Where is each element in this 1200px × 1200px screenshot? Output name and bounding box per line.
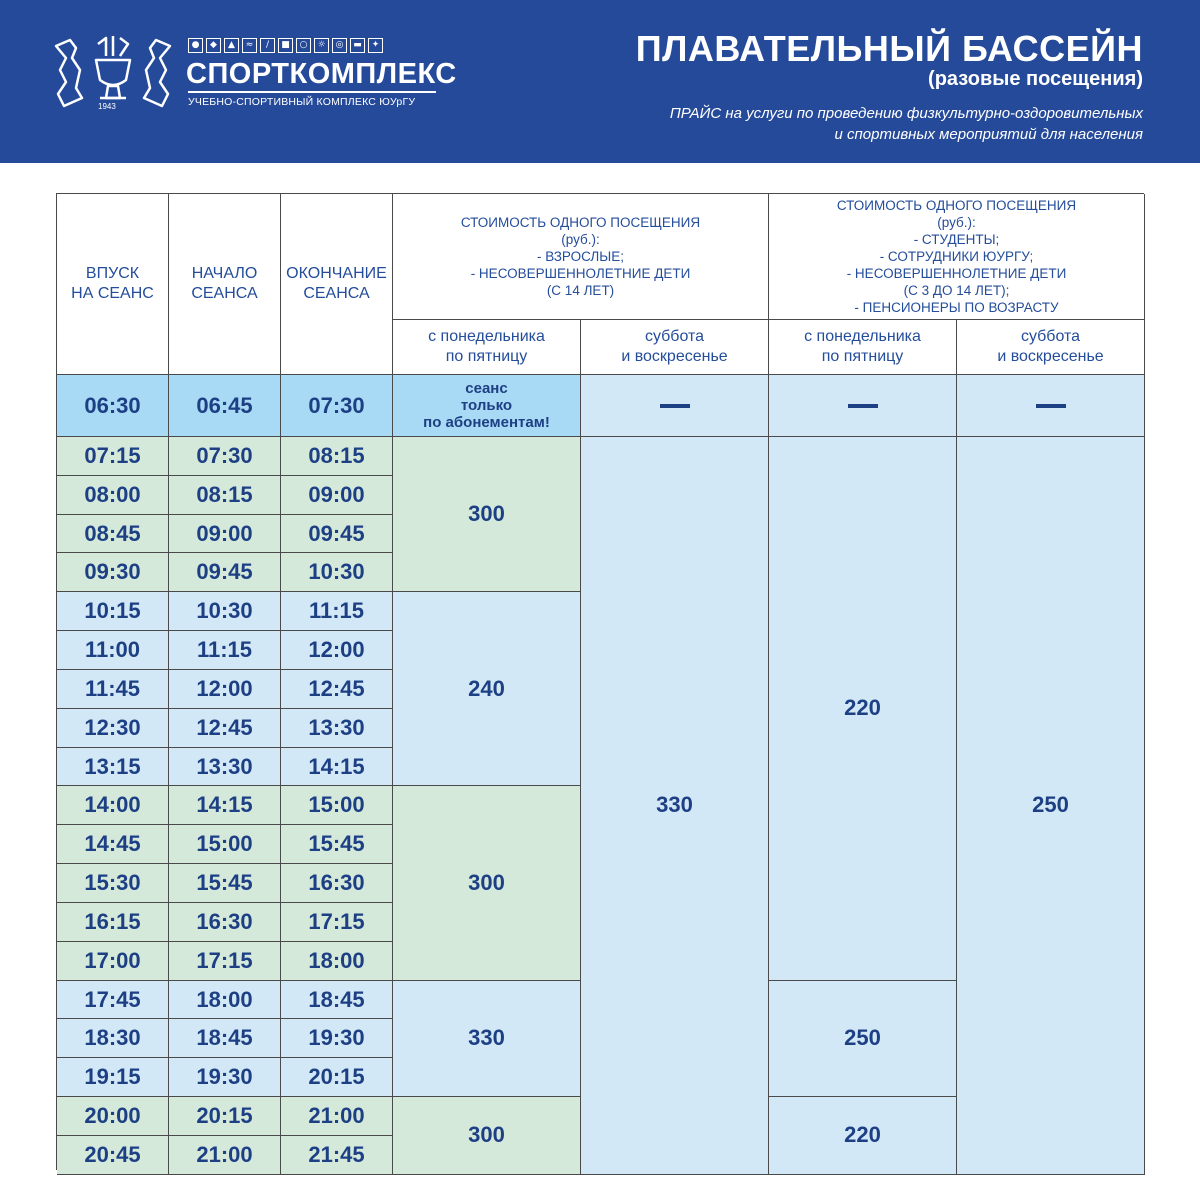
time-start: 12:45 (196, 714, 253, 740)
time-cell-start (169, 1058, 281, 1097)
price-adults-weekday (393, 592, 581, 786)
time-cell-entry (57, 375, 169, 437)
header-group-students (769, 194, 1145, 320)
time-cell-end (281, 903, 393, 942)
time-cell-entry (57, 786, 169, 825)
time-start: 10:30 (196, 598, 253, 624)
time-entry: 06:30 (84, 392, 141, 418)
time-cell-end (281, 786, 393, 825)
time-cell-end (281, 1097, 393, 1136)
time-entry: 09:30 (84, 559, 141, 585)
time-end: 12:45 (308, 675, 365, 701)
group-adults-text-line: (С 14 ЛЕТ) (546, 283, 615, 298)
time-cell-start (169, 1019, 281, 1058)
time-cell-start (169, 748, 281, 787)
page-title: ПЛАВАТЕЛЬНЫЙ БАССЕЙН (635, 28, 1143, 69)
time-cell-entry (57, 1136, 169, 1175)
sport-icons-row (188, 38, 383, 53)
time-cell-end (281, 553, 393, 592)
time-cell-start (169, 825, 281, 864)
time-entry: 18:30 (84, 1025, 141, 1051)
price-students-weekday (769, 1097, 957, 1175)
group-adults-text-line: СТОИМОСТЬ ОДНОГО ПОСЕЩЕНИЯ (460, 215, 701, 230)
time-start: 20:15 (196, 1102, 253, 1128)
header-entry-text-line: НА СЕАНС (71, 285, 154, 302)
g1-weekend-text (621, 327, 727, 367)
time-cell-end (281, 1136, 393, 1175)
time-end: 08:15 (308, 442, 365, 468)
logo-divider (188, 91, 436, 93)
header-start-text-line: НАЧАЛО (191, 265, 258, 282)
time-cell-end (281, 670, 393, 709)
price-value: 220 (844, 695, 881, 721)
time-entry: 07:15 (84, 442, 141, 468)
time-cell-entry (57, 903, 169, 942)
price-value: 300 (468, 870, 505, 896)
time-start: 13:30 (196, 753, 253, 779)
time-end: 21:45 (308, 1141, 365, 1167)
time-cell-entry (57, 437, 169, 476)
time-cell-start (169, 864, 281, 903)
no-price-cell (769, 375, 957, 437)
time-cell-end (281, 515, 393, 554)
time-end: 11:15 (308, 598, 365, 624)
subscription-only-note (393, 375, 581, 437)
g2-weekend-text (997, 327, 1103, 367)
header-g1-weekend (581, 320, 769, 375)
time-start: 08:15 (196, 481, 253, 507)
group-students-text (837, 197, 1076, 316)
group-students-text-line: - НЕСОВЕРШЕННОЛЕТНИЕ ДЕТИ (846, 266, 1067, 281)
group-adults-text-line: - НЕСОВЕРШЕННОЛЕТНИЕ ДЕТИ (470, 266, 691, 281)
time-end: 07:30 (308, 392, 365, 418)
time-cell-end (281, 981, 393, 1020)
time-start: 09:45 (196, 559, 253, 585)
time-start: 15:45 (196, 870, 253, 896)
group-students-text-line: - СТУДЕНТЫ; (913, 232, 1000, 247)
sun-icon: ☼ (314, 38, 329, 53)
g1-weekday-text-line: по пятницу (445, 348, 528, 365)
time-cell-start (169, 437, 281, 476)
price-adults-weekday (393, 437, 581, 592)
price-value: 330 (656, 792, 693, 818)
running-icon: ▲ (224, 38, 239, 53)
time-start: 17:15 (196, 947, 253, 973)
description-line-2: и спортивных мероприятий для населения (834, 126, 1143, 143)
time-start: 19:30 (196, 1064, 253, 1090)
football-icon: ◎ (332, 38, 347, 53)
time-end: 15:00 (308, 792, 365, 818)
time-cell-start (169, 1097, 281, 1136)
badminton-icon: ✦ (368, 38, 383, 53)
price-students-weekday (769, 981, 957, 1097)
hockey-icon: ▬ (350, 38, 365, 53)
no-price-cell (957, 375, 1145, 437)
note-text (423, 380, 550, 431)
time-cell-start (169, 375, 281, 437)
time-cell-start (169, 631, 281, 670)
time-entry: 08:45 (84, 520, 141, 546)
price-value: 240 (468, 675, 505, 701)
time-cell-entry (57, 942, 169, 981)
time-cell-end (281, 476, 393, 515)
note-text-line: только (460, 397, 513, 414)
time-start: 11:15 (196, 637, 253, 663)
time-end: 17:15 (308, 908, 365, 934)
time-end: 21:00 (308, 1102, 365, 1128)
price-value: 220 (844, 1122, 881, 1148)
time-entry: 11:00 (84, 637, 141, 663)
header-end-text (286, 264, 387, 304)
time-cell-entry (57, 592, 169, 631)
price-students-weekend (957, 437, 1145, 1175)
time-end: 10:30 (308, 559, 365, 585)
volleyball-icon: ● (188, 38, 203, 53)
time-entry: 12:30 (84, 714, 141, 740)
time-end: 09:45 (308, 520, 365, 546)
header-g2-weekend (957, 320, 1145, 375)
header-end-text-line: СЕАНСА (303, 285, 370, 302)
time-start: 06:45 (196, 392, 253, 418)
skiing-icon: / (260, 38, 275, 53)
note-text-line: сеанс (465, 380, 508, 397)
time-cell-end (281, 825, 393, 864)
time-cell-entry (57, 553, 169, 592)
time-entry: 11:45 (84, 675, 141, 701)
g1-weekend-text-line: суббота (644, 328, 705, 345)
time-cell-end (281, 437, 393, 476)
time-cell-start (169, 786, 281, 825)
time-cell-start (169, 476, 281, 515)
time-entry: 20:45 (84, 1141, 141, 1167)
time-start: 21:00 (196, 1141, 253, 1167)
time-end: 12:00 (308, 637, 365, 663)
time-cell-entry (57, 1058, 169, 1097)
g1-weekend-text-line: и воскресенье (621, 348, 728, 365)
time-end: 20:15 (308, 1064, 365, 1090)
time-start: 12:00 (196, 675, 253, 701)
time-cell-entry (57, 476, 169, 515)
time-start: 18:45 (196, 1025, 253, 1051)
note-text-line: по абонементам! (423, 414, 550, 431)
time-end: 15:45 (308, 831, 365, 857)
dash-icon (848, 404, 878, 408)
time-cell-end (281, 942, 393, 981)
time-start: 09:00 (196, 520, 253, 546)
time-cell-end (281, 375, 393, 437)
time-end: 09:00 (308, 481, 365, 507)
time-cell-start (169, 709, 281, 748)
time-entry: 16:15 (84, 908, 141, 934)
time-cell-start (169, 981, 281, 1020)
time-start: 14:15 (196, 792, 253, 818)
gym-icon: ■ (278, 38, 293, 53)
time-cell-entry (57, 981, 169, 1020)
time-end: 14:15 (308, 753, 365, 779)
price-value: 300 (468, 501, 505, 527)
header-g1-weekday (393, 320, 581, 375)
time-cell-entry (57, 864, 169, 903)
time-entry: 10:15 (84, 598, 141, 624)
header-banner (0, 0, 1200, 163)
time-cell-end (281, 1019, 393, 1058)
time-cell-end (281, 592, 393, 631)
header-start-text (191, 264, 257, 304)
g1-weekday-text-line: с понедельника (428, 328, 545, 345)
g2-weekday-text-line: с понедельника (804, 328, 921, 345)
header-start (169, 194, 281, 375)
time-cell-entry (57, 825, 169, 864)
time-cell-start (169, 903, 281, 942)
price-value: 250 (1032, 792, 1069, 818)
time-start: 07:30 (196, 442, 253, 468)
time-cell-start (169, 592, 281, 631)
time-entry: 14:00 (84, 792, 141, 818)
emblem-year: 1943 (98, 102, 116, 111)
time-cell-start (169, 515, 281, 554)
time-cell-entry (57, 709, 169, 748)
group-students-text-line: - СОТРУДНИКИ ЮУРГУ; (879, 249, 1034, 264)
g2-weekday-text-line: по пятницу (821, 348, 904, 365)
group-students-text-line: - ПЕНСИОНЕРЫ ПО ВОЗРАСТУ (854, 300, 1059, 315)
time-end: 18:00 (308, 947, 365, 973)
time-entry: 13:15 (84, 753, 141, 779)
group-adults-text-line: (руб.): (561, 232, 600, 247)
header-entry-text-line: ВПУСК (85, 265, 140, 282)
dash-icon (660, 404, 690, 408)
time-entry: 20:00 (84, 1102, 141, 1128)
group-students-text-line: (руб.): (937, 215, 976, 230)
time-entry: 17:00 (84, 947, 141, 973)
logo-name: СПОРТКОМПЛЕКС (186, 58, 457, 90)
time-cell-start (169, 553, 281, 592)
g2-weekend-text-line: суббота (1020, 328, 1081, 345)
logo-subtitle: УЧЕБНО-СПОРТИВНЫЙ КОМПЛЕКС ЮУрГУ (188, 96, 416, 108)
header-entry-text (71, 264, 154, 304)
basketball-icon: ◆ (206, 38, 221, 53)
price-adults-weekday (393, 786, 581, 980)
group-students-text-line: СТОИМОСТЬ ОДНОГО ПОСЕЩЕНИЯ (836, 198, 1077, 213)
header-g2-weekday (769, 320, 957, 375)
tennis-icon: ○ (296, 38, 311, 53)
group-students-text-line: (С 3 ДО 14 ЛЕТ); (903, 283, 1010, 298)
time-cell-start (169, 942, 281, 981)
time-cell-entry (57, 670, 169, 709)
g1-weekday-text (428, 327, 545, 367)
g2-weekend-text-line: и воскресенье (997, 348, 1104, 365)
time-end: 16:30 (308, 870, 365, 896)
time-start: 18:00 (196, 986, 253, 1012)
no-price-cell (581, 375, 769, 437)
time-cell-entry (57, 515, 169, 554)
time-cell-end (281, 864, 393, 903)
time-cell-start (169, 1136, 281, 1175)
description-line-1: ПРАЙС на услуги по проведению физкультурно-оздоровительных (669, 105, 1143, 122)
price-value: 300 (468, 1122, 505, 1148)
price-adults-weekday (393, 981, 581, 1097)
price-students-weekday (769, 437, 957, 981)
time-entry: 17:45 (84, 986, 141, 1012)
time-entry: 08:00 (84, 481, 141, 507)
time-cell-start (169, 670, 281, 709)
group-adults-text-line: - ВЗРОСЛЫЕ; (536, 249, 625, 264)
g2-weekday-text (804, 327, 921, 367)
time-end: 19:30 (308, 1025, 365, 1051)
header-end-text-line: ОКОНЧАНИЕ (286, 265, 387, 282)
price-table (56, 193, 1144, 1170)
price-value: 250 (844, 1025, 881, 1051)
time-cell-end (281, 709, 393, 748)
time-start: 15:00 (196, 831, 253, 857)
time-start: 16:30 (196, 908, 253, 934)
time-cell-entry (57, 631, 169, 670)
header-end (281, 194, 393, 375)
price-value: 330 (468, 1025, 505, 1051)
group-adults-text (461, 214, 700, 299)
swimming-icon: ≈ (242, 38, 257, 53)
page-subtitle: (разовые посещения) (928, 68, 1143, 90)
time-entry: 19:15 (84, 1064, 141, 1090)
time-cell-end (281, 748, 393, 787)
time-cell-entry (57, 748, 169, 787)
header-entry (57, 194, 169, 375)
dash-icon (1036, 404, 1066, 408)
price-adults-weekday (393, 1097, 581, 1175)
page-description (670, 103, 1143, 145)
time-end: 18:45 (308, 986, 365, 1012)
time-end: 13:30 (308, 714, 365, 740)
time-cell-entry (57, 1019, 169, 1058)
time-cell-end (281, 631, 393, 670)
time-cell-end (281, 1058, 393, 1097)
time-entry: 14:45 (84, 831, 141, 857)
header-start-text-line: СЕАНСА (191, 285, 258, 302)
header-group-adults (393, 194, 769, 320)
price-adults-weekend (581, 437, 769, 1175)
time-entry: 15:30 (84, 870, 141, 896)
time-cell-entry (57, 1097, 169, 1136)
